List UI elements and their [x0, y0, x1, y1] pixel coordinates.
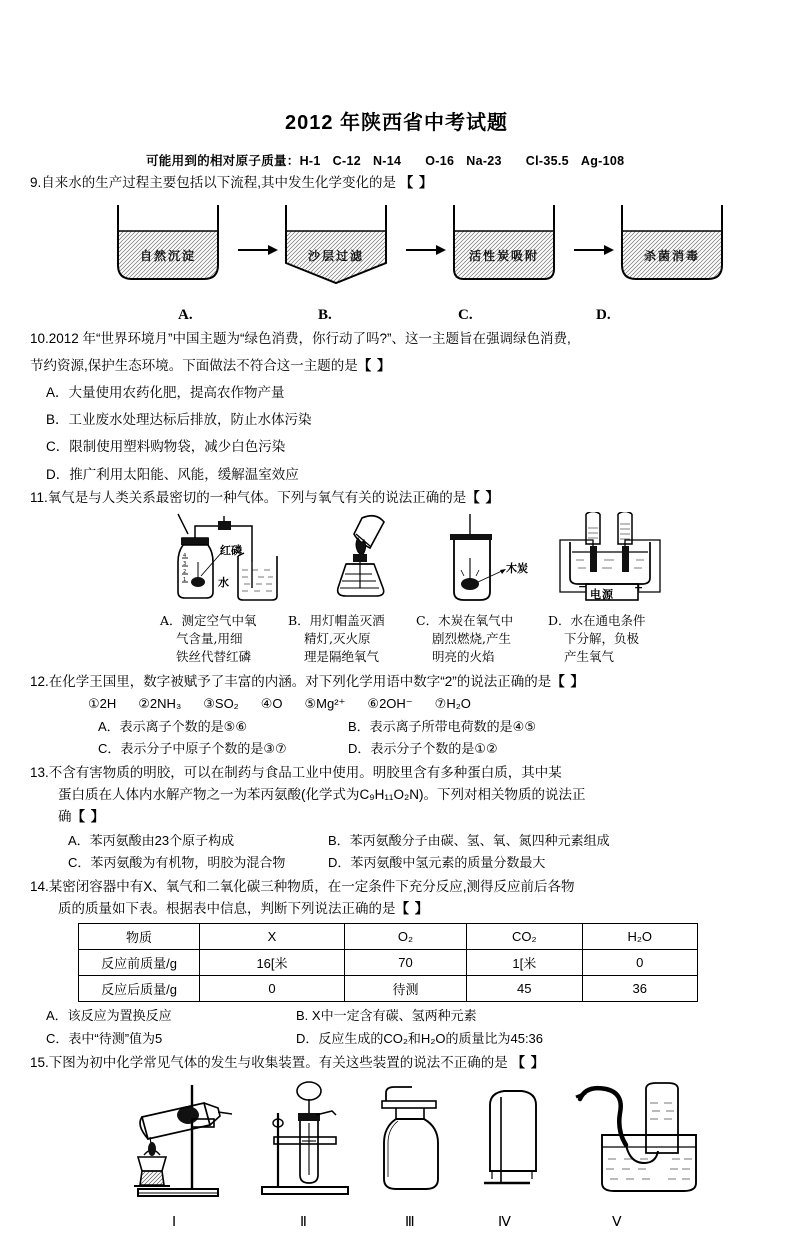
q14-option-d[interactable]: D．反应生成的CO₂和H₂O的质量比为45:36	[296, 1030, 544, 1046]
q11-option-c-line1: C．木炭在氧气中	[416, 613, 514, 628]
q15-answer-bracket: 【 】	[511, 1055, 546, 1070]
q9-tank-c-label: 活性炭吸附	[468, 249, 539, 264]
svg-text:2: 2	[183, 569, 187, 575]
q11-apparatus-d	[552, 512, 672, 611]
q15-stem-text: 15.下图为初中化学常见气体的发生与收集装置。有关这些装置的说法不正确的是	[30, 1055, 508, 1070]
q11-apparatus-row	[0, 512, 793, 610]
q11-option-c[interactable]	[416, 612, 566, 666]
q9-tank-a	[104, 203, 232, 283]
q13-option-c[interactable]: C．苯丙氨酸为有机物，明胶为混合物	[68, 855, 286, 870]
q9-tank-c	[440, 203, 568, 283]
q12-formula-3: ③SO₂	[203, 696, 239, 712]
q15-apparatus-labels	[0, 1214, 793, 1236]
page-title: 2012 年陕西省中考试题	[284, 112, 509, 134]
table-cell-after-x: 0	[200, 976, 345, 1002]
q11-option-a-line2: 气含量,用细	[176, 631, 243, 647]
q15-label-1: Ⅰ	[172, 1215, 177, 1231]
q14-stem-text2: 质的质量如下表。根据表中信息，判断下列说法正确的是	[58, 900, 396, 916]
table-cell-after-h2o: 36	[582, 976, 697, 1002]
question-12-stem	[0, 672, 793, 692]
q10-option-a[interactable]: A．大量使用农药化肥，提高农作物产量	[46, 384, 285, 400]
table-row-after-label: 反应后质量/g	[79, 976, 200, 1002]
q11-option-b-line1: B．用灯帽盖灭酒	[288, 613, 385, 628]
table-row	[79, 976, 698, 1002]
question-10-stem-line1: 10.2012 年“世界环境月”中国主题为“绿色消费，你行动了吗?”、这一主题旨在强调绿色消费,	[30, 331, 571, 347]
q11-label-power-source: 电源	[590, 588, 614, 601]
q12-formula-1: ①2H	[88, 696, 117, 712]
q10-option-c[interactable]: C．限制使用塑料购物袋，减少白色污染	[46, 439, 286, 455]
q13-options-row2	[0, 853, 793, 873]
atomic-mass-na: Na-23	[466, 154, 502, 168]
q10-stem-text2: 节约资源,保护生态环境。下面做法不符合这一主题的是	[30, 357, 358, 373]
q12-option-c[interactable]: C．表示分子中原子个数的是③⑦	[98, 741, 287, 757]
question-14-stem-line1: 14.某密闭容器中有X、氧气和二氧化碳三种物质，在一定条件下充分反应,测得反应前后各物	[30, 878, 575, 894]
q11-option-b-line3: 理是隔绝氧气	[304, 649, 380, 665]
q11-option-c-line3: 明亮的火焰	[432, 649, 495, 665]
table-col-substance: 物质	[79, 924, 200, 950]
svg-text:1: 1	[183, 577, 187, 583]
q9-option-letters	[0, 307, 793, 327]
q15-apparatus-5	[572, 1079, 712, 1212]
q11-label-water: 水	[218, 576, 229, 589]
q13-options-row1	[0, 831, 793, 851]
q12-formula-5: ⑤Mg²⁺	[304, 696, 346, 712]
q11-option-b-line2: 精灯,灭火原	[304, 631, 371, 647]
q11-label-charcoal: 木炭	[506, 562, 528, 575]
question-14-stem-line2	[0, 899, 793, 919]
q9-water-treatment-diagram	[0, 195, 793, 307]
q9-tank-d	[608, 203, 736, 283]
q11-option-d-line3: 产生氧气	[564, 649, 615, 665]
atomic-mass-ag: Ag-108	[580, 154, 625, 168]
atomic-mass-line	[0, 151, 793, 169]
q12-option-a[interactable]: A．表示离子个数的是⑤⑥	[98, 718, 247, 734]
table-col-co2: CO₂	[467, 924, 582, 950]
q11-option-a-line3: 铁丝代替红磷	[176, 649, 252, 665]
q9-tank-b	[272, 203, 400, 283]
q9-stem-text: 9.自来水的生产过程主要包括以下流程,其中发生化学变化的是	[30, 175, 397, 190]
table-row-before-label: 反应前质量/g	[79, 950, 200, 976]
q12-formula-4: ④O	[260, 696, 283, 712]
q15-apparatus-2	[256, 1079, 366, 1212]
table-header-row	[79, 924, 698, 950]
q9-tank-a-label: 自然沉淀	[139, 249, 196, 264]
q11-apparatus-c	[430, 512, 550, 609]
atomic-mass-c: C-12	[332, 154, 361, 168]
svg-text:3: 3	[183, 561, 187, 567]
question-15-stem	[0, 1053, 793, 1073]
question-11-stem	[0, 488, 793, 508]
table-cell-before-o2: 70	[344, 950, 466, 976]
q12-formula-6: ⑥2OH⁻	[367, 696, 413, 712]
q10-option-d[interactable]: D．推广利用太阳能、风能，缓解温室效应	[46, 466, 299, 482]
svg-text:4: 4	[183, 553, 187, 559]
atomic-mass-n: N-14	[372, 154, 402, 168]
q11-option-a-line1: A．测定空气中氧	[160, 613, 257, 628]
q14-option-c[interactable]: C．表中“待测”值为5	[46, 1030, 163, 1046]
q14-option-b[interactable]: B. X中一定含有碳、氢两种元素	[296, 1008, 477, 1023]
q14-option-a[interactable]: A．该反应为置换反应	[46, 1008, 172, 1023]
q11-option-c-line2: 剧烈燃烧,产生	[432, 631, 511, 647]
question-10-stem-line2	[0, 356, 793, 376]
q12-stem-text: 12.在化学王国里，数字被赋予了丰富的内涵。对下列化学用语中数字“2”的说法正确的是	[30, 674, 552, 689]
q11-apparatus-a	[160, 512, 285, 609]
q15-label-5: Ⅴ	[612, 1215, 622, 1231]
q11-label-red-phosphorus: 红磷	[220, 544, 242, 557]
q13-answer-bracket: 【 】	[71, 809, 106, 825]
q15-apparatus-4	[470, 1079, 570, 1212]
q12-option-b[interactable]: B．表示离子所带电荷数的是④⑤	[348, 718, 536, 734]
q10-option-b[interactable]: B．工业废水处理达标后排放，防止水体污染	[46, 412, 312, 427]
table-col-h2o: H₂O	[582, 924, 697, 950]
q11-stem-text: 11.氧气是与人类关系最密切的一种气体。下列与氧气有关的说法正确的是	[30, 489, 467, 505]
svg-text:−: −	[578, 580, 588, 593]
q11-options	[0, 612, 793, 668]
q10-answer-bracket: 【 】	[357, 357, 392, 373]
question-13-stem-line3	[0, 807, 793, 827]
q15-apparatus-row	[0, 1079, 793, 1214]
atomic-mass-label: 可能用到的相对原子质量：	[146, 154, 300, 168]
table-row	[79, 950, 698, 976]
q9-option-d: D.	[596, 307, 611, 324]
q14-options-row1	[0, 1006, 793, 1026]
table-cell-before-co2: 1[米	[467, 950, 582, 976]
table-col-o2: O₂	[344, 924, 466, 950]
question-13-stem-line2: 蛋白质在人体内水解产物之一为苯丙氨酸(化学式为C₉H₁₁O₂N)。下列对相关物质的说法正	[58, 787, 586, 802]
q12-option-d[interactable]: D．表示分子个数的是①②	[348, 741, 498, 757]
q9-answer-bracket: 【 】	[399, 175, 434, 190]
q15-apparatus-3	[372, 1079, 472, 1212]
q11-option-d[interactable]	[548, 612, 698, 666]
q9-option-b: B.	[318, 307, 332, 324]
q12-formula-list	[0, 694, 793, 714]
q9-tank-b-label: 沙层过滤	[307, 249, 364, 264]
q13-option-b[interactable]: B．苯丙氨酸分子由碳、氢、氧、氮四种元素组成	[328, 832, 610, 848]
q12-options-row1	[0, 717, 793, 737]
q12-formula-2: ②2NH₃	[138, 696, 182, 712]
atomic-mass-o: O-16	[425, 154, 455, 168]
q9-option-c: C.	[458, 307, 473, 324]
q13-option-a[interactable]: A．苯丙氨酸由23个原子构成	[68, 832, 235, 848]
question-9-stem	[0, 173, 793, 193]
table-cell-before-x: 16[米	[200, 950, 345, 976]
q12-options-row2	[0, 739, 793, 759]
table-col-x: X	[200, 924, 345, 950]
q12-answer-bracket: 【 】	[551, 674, 586, 689]
q11-option-d-line1: D．水在通电条件	[548, 613, 646, 628]
q11-answer-bracket: 【 】	[466, 489, 501, 505]
q15-label-4: Ⅳ	[498, 1215, 511, 1231]
atomic-mass-cl: Cl-35.5	[525, 154, 569, 168]
q9-option-a: A.	[178, 307, 193, 324]
q14-answer-bracket: 【 】	[395, 900, 430, 916]
q11-option-d-line2: 下分解，负极	[564, 631, 640, 647]
q13-stem-text3: 确	[58, 809, 72, 825]
q13-option-d[interactable]: D．苯丙氨酸中氢元素的质量分数最大	[328, 855, 546, 870]
q14-data-table	[78, 923, 698, 1002]
q9-tank-d-label: 杀菌消毒	[643, 249, 700, 264]
q12-formula-7: ⑦H₂O	[434, 696, 471, 712]
table-cell-after-o2: 待测	[344, 976, 466, 1002]
svg-text:+: +	[634, 581, 644, 594]
q14-options-row2	[0, 1029, 793, 1049]
q15-label-3: Ⅲ	[405, 1215, 415, 1231]
table-cell-after-co2: 45	[467, 976, 582, 1002]
q11-apparatus-b	[320, 512, 420, 609]
table-cell-before-h2o: 0	[582, 950, 697, 976]
question-13-stem-line1: 13.不含有害物质的明胶，可以在制药与食品工业中使用。明胶里含有多种蛋白质，其中某	[30, 764, 562, 780]
q15-label-2: Ⅱ	[300, 1215, 307, 1231]
q15-apparatus-1	[122, 1079, 242, 1212]
atomic-mass-h: H-1	[299, 154, 321, 168]
